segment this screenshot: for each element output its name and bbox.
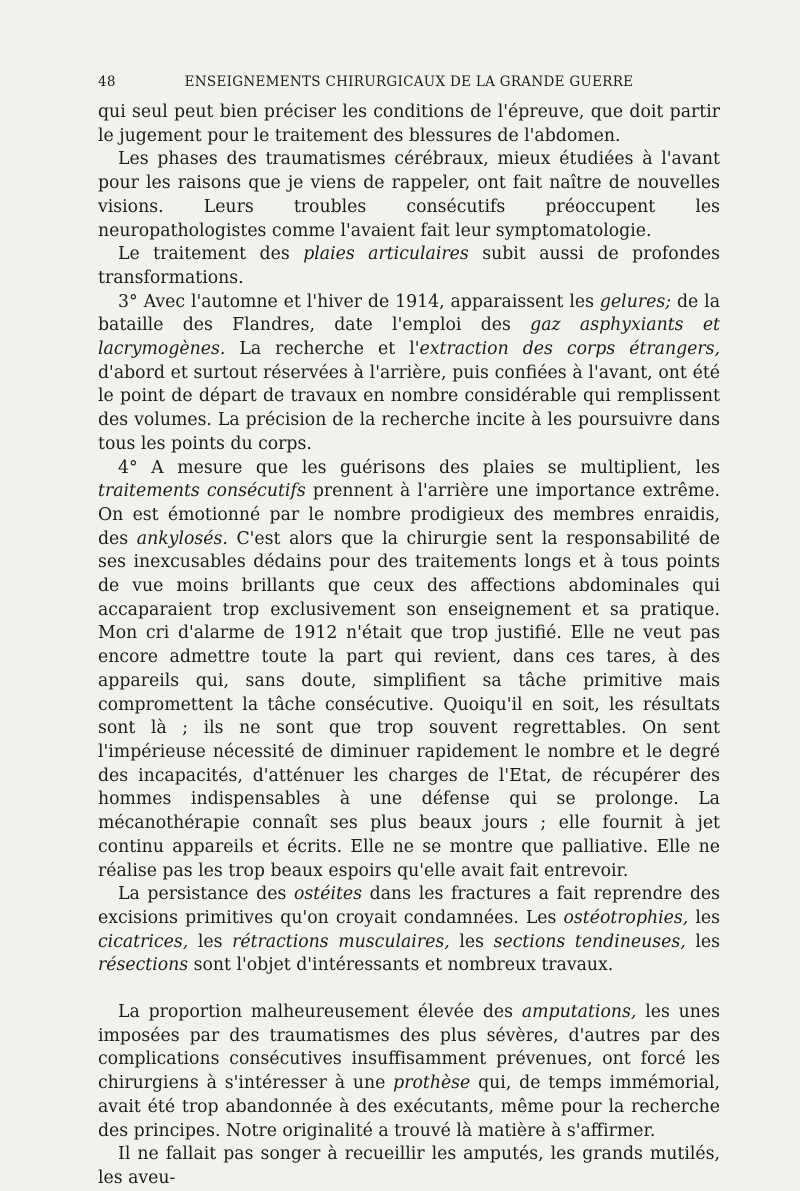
text-run: les: [449, 931, 494, 952]
paragraph: [98, 101, 720, 148]
italic-term: plaies articulaires: [303, 244, 469, 265]
paragraph: [98, 1001, 720, 1143]
italic-term: ostéites: [294, 884, 363, 905]
text-run: d'abord et surtout réservées à l'arrière, puis confiées à l'avant, ont été le point de départ de travaux en nombre considérable qui remplissent des volumes. La précision de la recherche incite à les poursuivre dans tous les points du corps.: [98, 362, 720, 454]
italic-term: résections: [98, 955, 189, 976]
text-run: de la bataille des Flandres, date l'emploi des: [98, 291, 720, 336]
text-run: Le traitement des: [118, 244, 304, 265]
paragraph: [98, 148, 720, 243]
text-run: les: [685, 931, 720, 952]
text-run: La persistance des: [118, 884, 294, 905]
italic-term: gelures;: [599, 291, 672, 312]
text-run: qui seul peut bien préciser les conditions de l'épreuve, que doit partir le jugement pour le traitement des blessures de l'abdomen.: [98, 102, 720, 146]
text-run: La recherche et l': [225, 339, 420, 360]
text-run: les: [688, 907, 720, 928]
italic-term: rétractions musculaires,: [232, 931, 450, 952]
paragraph: [98, 243, 720, 290]
text-run: prennent à l'arrière une importance extrême. On est émotionné par le nombre prodigieux des membres enraidis, des: [98, 481, 720, 549]
text-run: dans les fractures a fait reprendre des excisions primitives qu'on croyait condamnées. Les: [98, 884, 720, 928]
paragraph: [98, 883, 720, 978]
italic-term: extraction des corps étrangers,: [419, 339, 720, 360]
italic-term: traitements consécutifs: [98, 481, 306, 502]
page-number: 48: [98, 74, 116, 90]
text-run: les unes imposées par des traumatismes des plus sévères, d'autres par des complications consécutives insuffisamment prévenues, ont forcé les chirurgiens à s'intéresser à une: [98, 1002, 720, 1094]
text-run: C'est alors que la chirurgie sent la responsabilité de ses inexcusables dédains pour des traitements longs et à tous points de vue moins brillants que ceux des affections abdominales qui accaparaient trop exclusivement son enseignement et sa pratique. Mon cri d'alarme de 1912 n'était que trop justifié. Elle ne veut pas encore admettre toute la part qui revient, dans ces tares, à des appareils qui, sans doute, simplifient sa tâche primitive mais compromettent la tâche consécutive. Quoiqu'il en soit, les résultats sont là ; ils ne sont que trop souvent regrettables. On sent l'impérieuse nécessité de diminuer rapidement le nombre et le degré des incapacités, d'atténuer les charges de l'Etat, de récupérer des hommes indispensables à une défense qui se prolonge. La mécanothérapie connaît ses plus beaux jours ; elle fournit à jet continu appareils et écrits. Elle ne se montre que palliative. Elle ne réalise pas les trop beaux espoirs qu'elle avait fait entrevoir.: [98, 528, 720, 881]
italic-term: amputations,: [521, 1002, 637, 1023]
italic-term: sections tendineuses,: [493, 931, 686, 952]
text-run: sont l'objet d'intéressants et nombreux travaux.: [188, 955, 614, 976]
text-run: La proportion malheureusement élevée des: [118, 1002, 522, 1023]
running-header: [98, 74, 720, 94]
text-run: qui, de temps immémorial, avait été trop abandonnée à des exécutants, même pour la recherche des principes. Notre originalité a trouvé là matière à s'affirmer.: [98, 1073, 720, 1141]
running-title: ENSEIGNEMENTS CHIRURGICAUX DE LA GRANDE GUERRE: [184, 74, 634, 90]
italic-term: gaz asphyxiants et lacrymogènes.: [98, 315, 720, 360]
paragraph: [98, 457, 720, 884]
italic-term: ostéotrophies,: [563, 907, 689, 928]
italic-term: prothèse: [393, 1073, 471, 1094]
text-run: Il ne fallait pas songer à recueillir les amputés, les grands mutilés, les aveu-: [98, 1144, 720, 1188]
italic-term: ankylosés.: [136, 528, 228, 549]
text-run: Les phases des traumatismes cérébraux, mieux étudiées à l'avant pour les raisons que je viens de rappeler, ont fait naître de nouvelles visions. Leurs troubles consécutifs préoccupent les neuropathologistes comme l'avaient fait leur symptomatologie.: [98, 149, 720, 241]
paragraph: [98, 1143, 720, 1190]
body-text: [98, 101, 720, 1191]
text-run: subit aussi de profondes transformations.: [98, 244, 720, 288]
text-run: 4° A mesure que les guérisons des plaies se multiplient, les: [118, 457, 720, 478]
text-run: 3° Avec l'automne et l'hiver de 1914, apparaissent les: [118, 291, 600, 312]
italic-term: cicatrices,: [98, 931, 189, 952]
paragraph: [98, 291, 720, 457]
text-run: les: [188, 931, 233, 952]
